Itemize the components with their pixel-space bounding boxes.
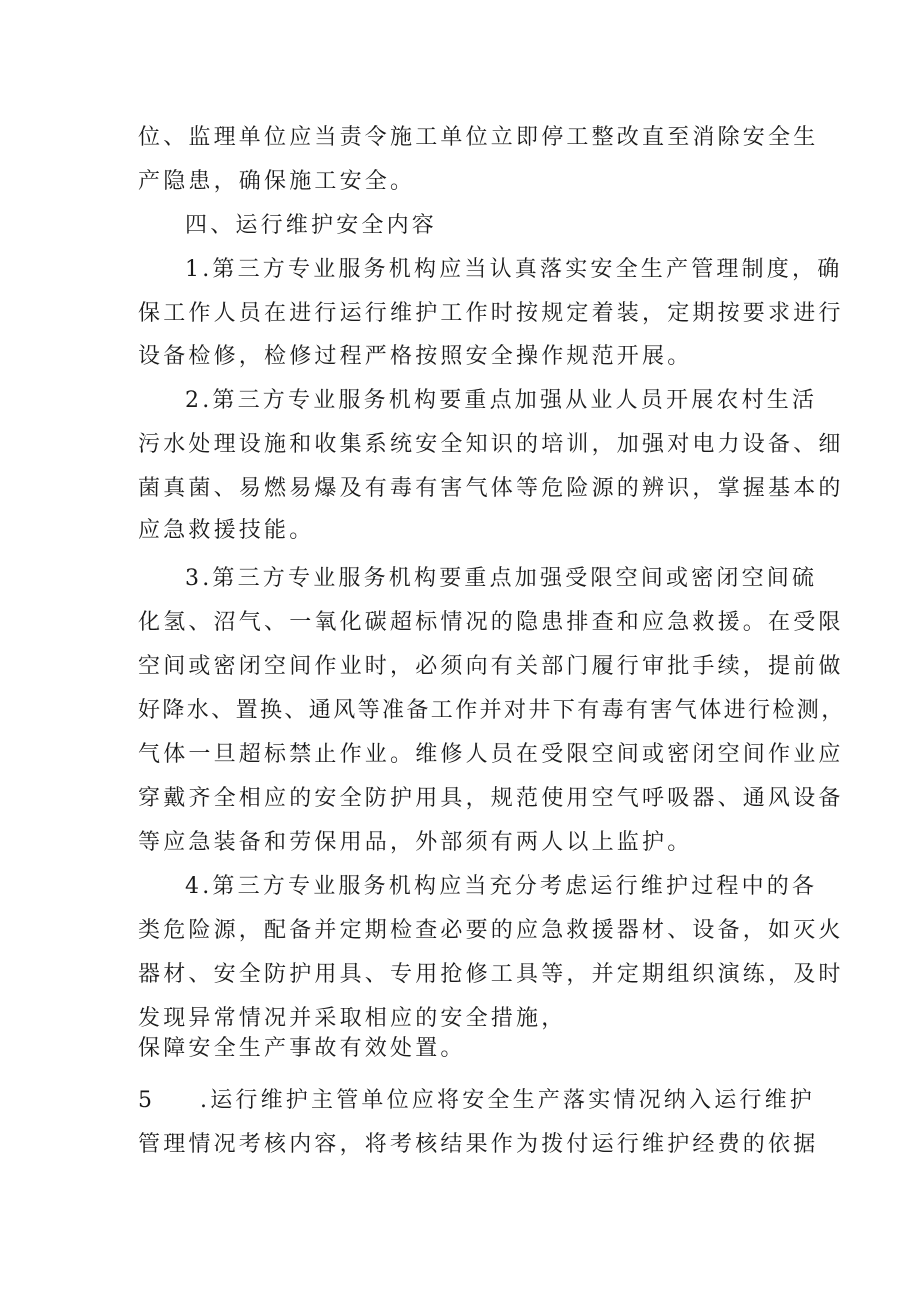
text-line: 空间或密闭空间作业时，必须向有关部门履行审批手续，提前做 bbox=[138, 654, 844, 679]
text-line: 管理情况考核内容，将考核结果作为拨付运行维护经费的依据 bbox=[138, 1132, 819, 1157]
text-line: 2.第三方专业服务机构要重点加强从业人员开展农村生活 bbox=[185, 388, 818, 413]
text-line: 气体一旦超标禁止作业。维修人员在受限空间或密闭空间作业应 bbox=[138, 742, 844, 767]
text-line: 发现异常情况并采取相应的安全措施， bbox=[138, 1006, 567, 1031]
text-line: .运行维护主管单位应将安全生产落实情况纳入运行维护 bbox=[200, 1088, 815, 1113]
text-line: 器材、安全防护用具、专用抢修工具等，并定期组织演练，及时 bbox=[138, 962, 844, 987]
text-line: 1.第三方专业服务机构应当认真落实安全生产管理制度，确 bbox=[185, 257, 843, 282]
text-line: 保工作人员在进行运行维护工作时按规定着装，定期按要求进行 bbox=[138, 301, 844, 326]
text-line: 菌真菌、易燃易爆及有毒有害气体等危险源的辨识，掌握基本的 bbox=[138, 476, 844, 501]
list-number: 5 bbox=[138, 1088, 156, 1113]
section-heading: 四、运行维护安全内容 bbox=[185, 213, 438, 238]
text-line: 好降水、置换、通风等准备工作并对井下有毒有害气体进行检测， bbox=[138, 698, 846, 723]
text-line: 位、监理单位应当责令施工单位立即停工整改直至消除安全生 bbox=[138, 125, 819, 150]
text-line: 化氢、沼气、一氧化碳超标情况的隐患排查和应急救援。在受限 bbox=[138, 610, 844, 635]
text-line: 3.第三方专业服务机构要重点加强受限空间或密闭空间硫 bbox=[185, 566, 818, 591]
text-line: 污水处理设施和收集系统安全知识的培训，加强对电力设备、细 bbox=[138, 432, 844, 457]
text-line: 4.第三方专业服务机构应当充分考虑运行维护过程中的各 bbox=[185, 874, 818, 899]
text-line: 应急救援技能。 bbox=[138, 518, 315, 543]
text-line: 穿戴齐全相应的安全防护用具，规范使用空气呼吸器、通风设备 bbox=[138, 786, 844, 811]
text-line: 产隐患，确保施工安全。 bbox=[138, 169, 416, 194]
text-line: 设备检修，检修过程严格按照安全操作规范开展。 bbox=[138, 344, 693, 369]
text-line: 保障安全生产事故有效处置。 bbox=[138, 1036, 466, 1061]
text-line: 类危险源，配备并定期检查必要的应急救援器材、设备，如灭火 bbox=[138, 918, 844, 943]
text-line: 等应急装备和劳保用品，外部须有两人以上监护。 bbox=[138, 830, 693, 855]
